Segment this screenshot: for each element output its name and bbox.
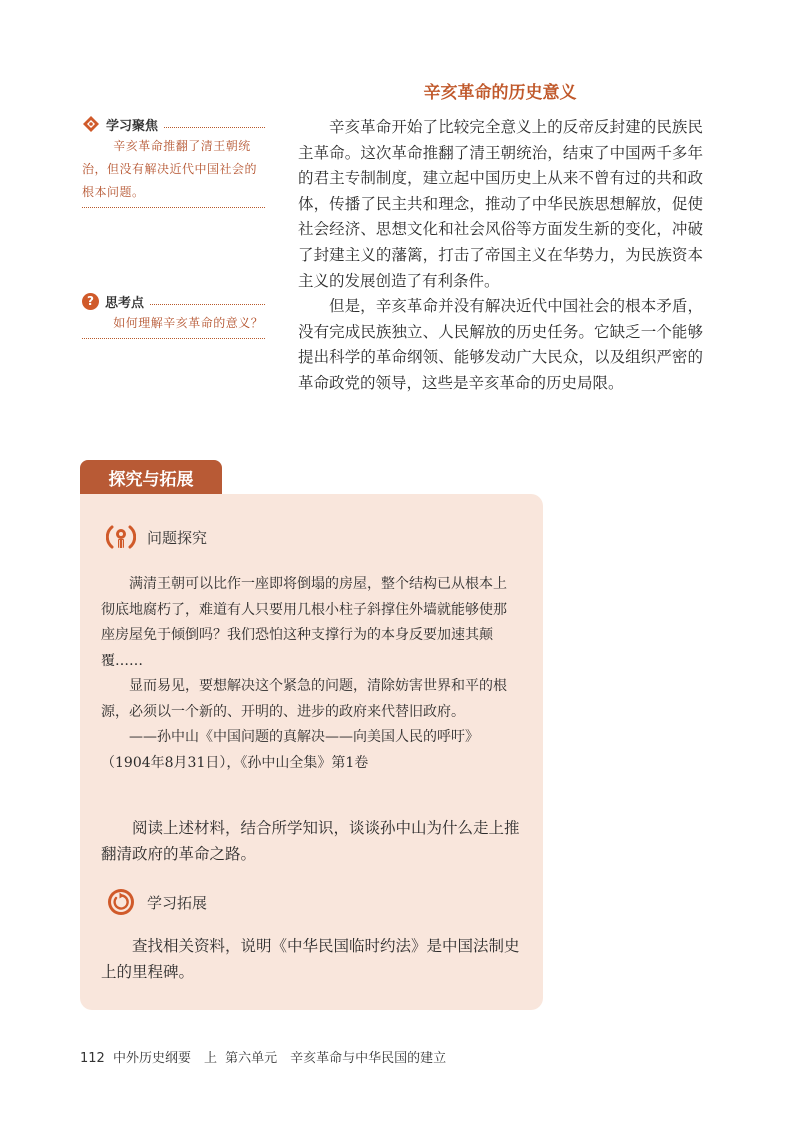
sidebar-focus-text: 辛亥革命推翻了清王朝统治，但没有解决近代中国社会的根本问题。 [82,139,258,199]
book-title: 中外历史纲要 上 [112,1051,217,1066]
explore-tab: 探究与拓展 [80,460,222,494]
question-icon: ? [82,293,99,310]
extension-heading [106,887,207,917]
body-paragraph: 但是，辛亥革命并没有解决近代中国社会的根本矛盾，没有完成民族独立、人民解放的历史任务。它缺乏一个能够提出科学的革命纲领、能够发动广大民众，以及组织严密的革命政党的领导，这些是辛亥革命的历史局限。 [298,297,703,392]
explore-box [80,494,543,1010]
body-paragraph: 辛亥革命开始了比较完全意义上的反帝反封建的民族民主革命。这次革命推翻了清王朝统治，结束了中国两千多年的君主专制制度，建立起中国历史上从来不曾有过的共和政体，传播了民主共和理念，推动了中华民族思想解放，促使社会经济、思想文化和社会风俗等方面发生新的变化，冲破了封建主义的藩篱，打击了帝国主义在华势力，为民族资本主义的发展创造了有利条件。 [298,118,703,290]
quote-source-date: （1904年8月31日），《孙中山全集》第1卷 [101,754,369,771]
page-footer [80,1047,450,1066]
dotted-divider [150,304,265,305]
sidebar-focus-label: 学习聚焦 [106,118,159,134]
dotted-divider [82,207,265,208]
inquiry-heading [106,522,207,552]
sidebar-focus [82,114,265,208]
focus-icon [82,115,100,133]
inquiry-label: 问题探究 [147,528,208,547]
dotted-divider [82,338,265,339]
quote-block [101,572,519,776]
page-number: 112 [80,1051,105,1066]
quote-paragraph: 显而易见，要想解决这个紧急的问题，清除妨害世界和平的根源，必须以一个新的、开明的、进步的政府来代替旧政府。 [101,678,507,720]
quote-source: ——孙中山《中国问题的真解决——向美国人民的呼吁》 [129,729,479,745]
inquiry-icon [106,522,136,552]
extension-icon [106,887,136,917]
main-body [298,115,703,397]
section-title: 辛亥革命的历史意义 [423,83,577,103]
extension-text: 查找相关资料，说明《中华民国临时约法》是中国法制史上的里程碑。 [101,937,520,981]
extension-label: 学习拓展 [147,893,208,912]
unit-title: 第六单元 辛亥革命与中华民国的建立 [225,1051,447,1066]
sidebar-think-label: 思考点 [105,295,145,311]
quote-paragraph: 满清王朝可以比作一座即将倒塌的房屋，整个结构已从根本上彻底地腐朽了，难道有人只要用几根小柱子斜撑住外墙就能够使那座房屋免于倾倒吗？我们恐怕这种支撑行为的本身反要加速其颠覆…… [101,576,507,669]
sidebar-think [82,291,265,339]
sidebar-think-text: 如何理解辛亥革命的意义？ [113,316,264,330]
dotted-divider [164,127,265,128]
inquiry-question: 阅读上述材料，结合所学知识，谈谈孙中山为什么走上推翻清政府的革命之路。 [101,819,520,863]
